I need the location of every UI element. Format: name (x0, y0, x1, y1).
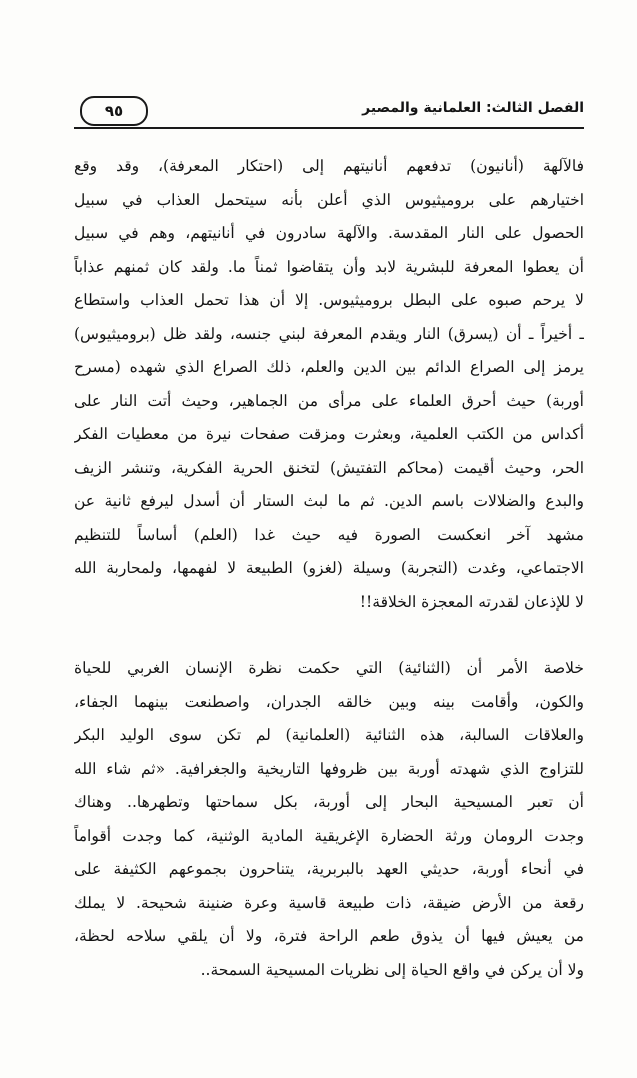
body-text (74, 150, 584, 987)
text-line: رقعة من الأرض ضيقة، ذات طبيعة قاسية وعرة ضنينة شحيحة. لا يملك (74, 893, 584, 912)
page-number: ٩٥ (104, 102, 124, 120)
page-header (74, 96, 584, 130)
text-line: ولا أن يركن في واقع الحياة إلى نظريات المسيحية السمحة.. (200, 960, 584, 979)
text-line: ـ أخيراً ـ أن (يسرق) النار ويقدم المعرفة لبني جنسه، ولقد ظل (بروميثيوس) (74, 324, 584, 343)
text-line: أوربة) حيث أحرق العلماء على مرأى من الجماهير، وحيث أتت النار على (74, 391, 584, 410)
text-line: الحصول على النار المقدسة. والآلهة سادرون في أنانيتهم، وهم في سبيل (74, 224, 584, 242)
text-line: من يعيش فيها أن يذوق طعم الراحة فترة، ولا أن يلقي سلاحه لحظة، (74, 927, 584, 945)
text-line: والبدع والضلالات باسم الدين. ثم ما لبث الستار أن أسدل ليرفع ثانية عن (74, 492, 584, 510)
text-line: أن يعطوا المعرفة للبشرية لابد وأن يتقاضوا ثمناً ما. ولقد كان ثمنهم عذاباً (74, 257, 584, 276)
paragraph-1 (74, 150, 584, 619)
paragraph-2 (74, 652, 584, 987)
text-line: أن تعبر المسيحية البحار إلى أوربة، بكل سماحتها وتطهرها.. وهناك (74, 793, 584, 811)
chapter-title: الفصل الثالث: العلمانية والمصير (362, 100, 584, 116)
text-line: في أنحاء أوربة، حديثي العهد بالبربرية، يتناحرون بجموعهم الكثيفة على (74, 860, 584, 878)
text-line: للتزاوج الذي شهدته أوربة بين ظروفها التاريخية والجغرافية. «ثم شاء الله (74, 759, 584, 778)
text-line: اختيارهم على بروميثيوس الذي أعلن بأنه سيتحمل العذاب في سبيل (74, 190, 584, 209)
paragraph-gap (74, 619, 584, 652)
text-line: الاجتماعي، وغدت (التجربة) وسيلة (لغزو) الطبيعة لا لفهمها، ولمحاربة الله (74, 559, 584, 577)
text-line: والعلاقات السالبة، هذه الثنائية (العلمانية) لم تكن سوى الوليد البكر (74, 726, 584, 744)
text-line: والكون، وأقامت بينه وبين خالقه الجدران، واصطنعت بينهما الجفاء، (74, 692, 584, 711)
text-line: الحر، وحيث أقيمت (محاكم التفتيش) لتخنق الحرية الفكرية، وتنشر الزيف (74, 458, 584, 477)
text-line: لا للإذعان لقدرته المعجزة الخلاقة!! (359, 592, 584, 611)
text-line: فالآلهة (أنانيون) تدفعهم أنانيتهم إلى (احتكار المعرفة)، وقد وقع (74, 157, 584, 175)
page-number-badge (80, 96, 148, 126)
header-rule (74, 127, 584, 129)
text-line: أكداس من الكتب العلمية، وبعثرت ومزقت صفحات نيرة من معطيات الفكر (74, 425, 584, 443)
text-line: يرمز إلى الصراع الدائم بين الدين والعلم، ذلك الصراع الذي شهده (مسرح (74, 358, 584, 376)
text-line: مشهد آخر انعكست الصورة فيه حيث غدا (العلم) أساساً للتنظيم (74, 525, 584, 544)
text-line: وجدت الرومان ورثة الحضارة الإغريقية المادية الوثنية، كما وجدت أقواماً (74, 826, 584, 845)
text-line: لا يرحم صبوه على البطل بروميثيوس. إلا أن هذا تحمل العذاب واستطاع (74, 291, 584, 309)
text-line: خلاصة الأمر أن (الثنائية) التي حكمت نظرة الإنسان الغربي للحياة (74, 659, 584, 677)
